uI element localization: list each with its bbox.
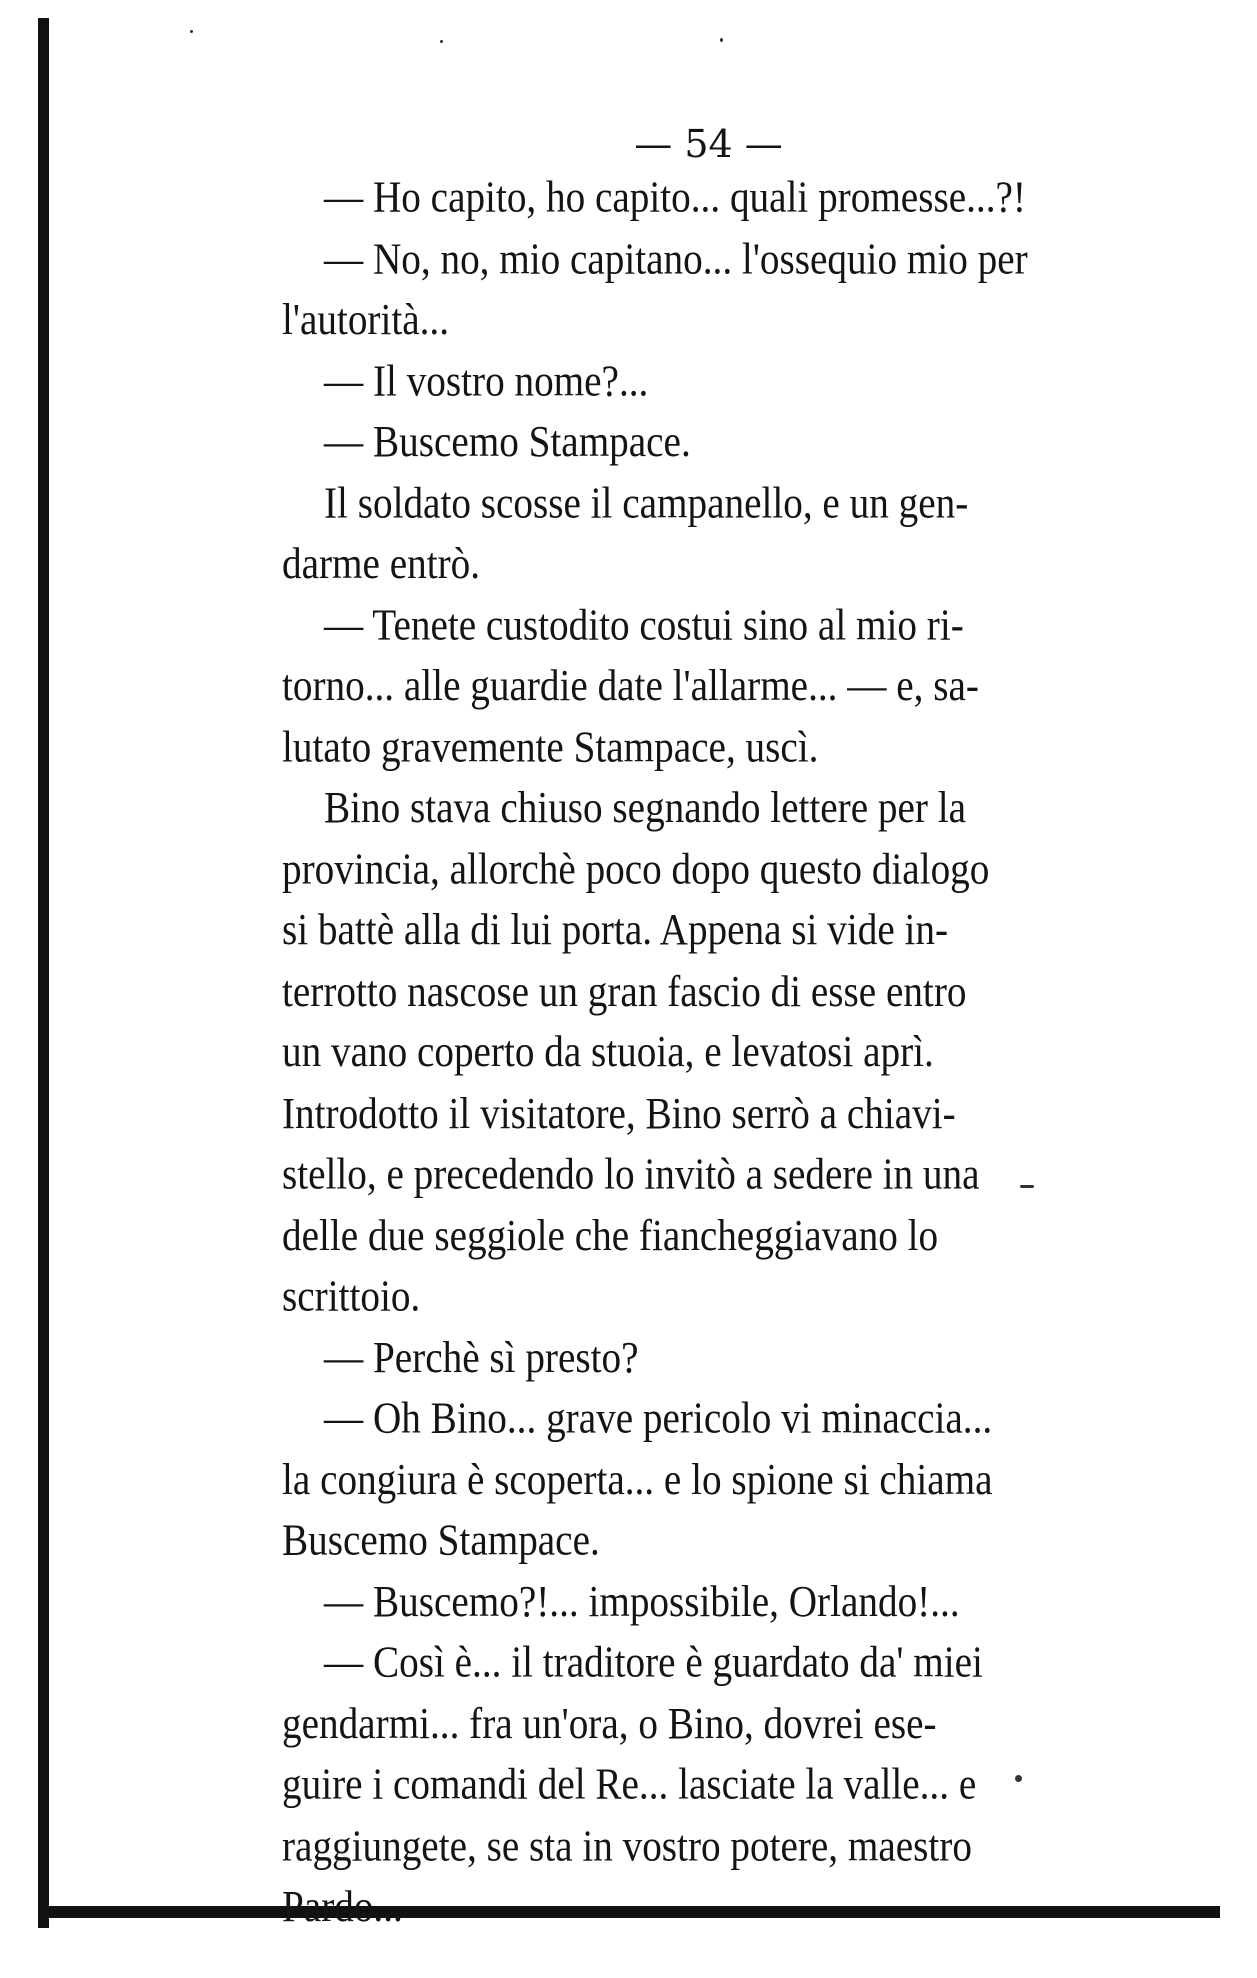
text-line: Introdotto il visitatore, Bino serrò a chiavi- — [282, 1089, 956, 1138]
text-line: gendarmi... fra un'ora, o Bino, dovrei ese- — [282, 1699, 937, 1748]
text-line: provincia, allorchè poco dopo questo dialogo — [282, 845, 990, 894]
text-line: — Ho capito, ho capito... quali promesse...?! — [324, 173, 1026, 222]
text-line: — Così è... il traditore è guardato da' miei — [324, 1638, 983, 1687]
text-line: — Oh Bino... grave pericolo vi minaccia... — [324, 1394, 993, 1443]
text-line: — No, no, mio capitano... l'ossequio mio per — [324, 234, 1028, 283]
text-line: — Buscemo?!... impossibile, Orlando!... — [324, 1577, 960, 1626]
scan-speck — [1020, 1185, 1034, 1188]
text-line: la congiura è scoperta... e lo spione si chiama — [282, 1455, 993, 1504]
text-line: si battè alla di lui porta. Appena si vide in- — [282, 906, 949, 955]
text-line: darme entrò. — [282, 539, 481, 588]
page-number: — 54 — — [634, 122, 783, 166]
scan-speck — [1015, 1775, 1022, 1782]
body-text — [282, 168, 1178, 1938]
text-line: delle due seggiole che fiancheggiavano lo — [282, 1211, 939, 1260]
scan-speck — [190, 30, 193, 33]
text-line: — Il vostro nome?... — [324, 356, 649, 405]
text-line: raggiungete, se sta in vostro potere, maestro — [282, 1821, 972, 1870]
text-line: scrittoio. — [282, 1272, 421, 1321]
page-left-border — [38, 18, 49, 1928]
text-line: terrotto nascose un gran fascio di esse entro — [282, 967, 967, 1016]
scan-speck — [440, 40, 443, 43]
scan-speck — [720, 38, 723, 42]
text-line: Pardo... — [282, 1882, 403, 1931]
text-line: Buscemo Stampace. — [282, 1516, 600, 1565]
text-line: Bino stava chiuso segnando lettere per la — [324, 784, 967, 833]
text-line: — Buscemo Stampace. — [324, 417, 691, 466]
text-line: l'autorità... — [282, 295, 450, 344]
text-line: torno... alle guardie date l'allarme... — e, sa- — [282, 661, 979, 711]
text-line: — Tenete custodito costui sino al mio ri- — [324, 600, 964, 650]
text-line: stello, e precedendo lo invitò a sedere in una — [282, 1150, 980, 1199]
text-line: Il soldato scosse il campanello, e un gen- — [324, 478, 969, 527]
text-line: un vano coperto da stuoia, e levatosi aprì. — [282, 1028, 934, 1077]
text-line: — Perchè sì presto? — [324, 1333, 639, 1382]
text-line: lutato gravemente Stampace, uscì. — [282, 722, 819, 772]
text-line: guire i comandi del Re... lasciate la valle... e — [282, 1760, 977, 1809]
